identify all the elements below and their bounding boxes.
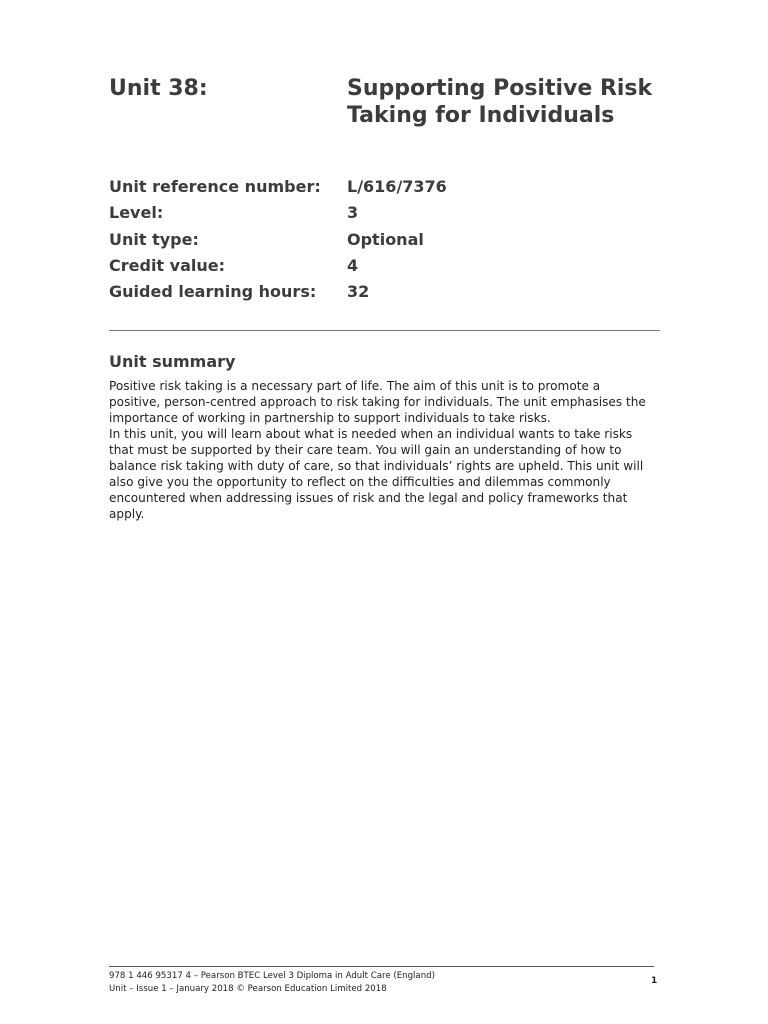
info-value: 32 — [347, 282, 370, 302]
info-label: Unit type: — [109, 229, 199, 249]
footer-divider — [109, 966, 654, 967]
info-value: 4 — [347, 255, 359, 275]
section-divider — [109, 330, 660, 331]
footer-text — [109, 970, 435, 996]
info-value: L/616/7376 — [347, 177, 447, 196]
unit-number: Unit 38: — [109, 76, 208, 101]
page-number: 1 — [651, 976, 658, 986]
info-row-level — [109, 202, 447, 228]
summary-paragraph: Positive risk taking is a necessary part of life. The aim of this unit is to promote a positive, person-centred approach to risk taking for individuals. The unit emphasises the importance of working in partnership to support individuals to take risks. — [109, 379, 646, 425]
footer-line-1: 978 1 446 95317 4 – Pearson BTEC Level 3 Diploma in Adult Care (England) — [109, 971, 435, 981]
info-label: Credit value: — [109, 255, 225, 275]
unit-title: Supporting Positive Risk Taking for Individuals — [347, 76, 653, 128]
info-label: Unit reference number: — [109, 177, 321, 196]
info-value: 3 — [347, 203, 359, 223]
info-row-reference — [109, 176, 447, 202]
footer-line-2: Unit – Issue 1 – January 2018 © Pearson Education Limited 2018 — [109, 984, 387, 994]
info-row-credit-value — [109, 255, 447, 281]
info-row-guided-hours — [109, 281, 447, 307]
info-row-unit-type — [109, 229, 447, 255]
unit-info-table — [109, 176, 447, 307]
info-value: Optional — [347, 229, 424, 249]
info-label: Level: — [109, 203, 164, 223]
summary-heading: Unit summary — [109, 352, 236, 371]
summary-body — [109, 378, 654, 522]
info-label: Guided learning hours: — [109, 282, 317, 302]
summary-paragraph: In this unit, you will learn about what is needed when an individual wants to take risks that must be supported by their care team. You will gain an understanding of how to balance risk taking with duty of care, so that individuals’ rights are upheld. This unit will also give you the opportunity to reflect on the difficulties and dilemmas commonly encountered when addressing issues of risk and the legal and policy frameworks that apply. — [109, 427, 644, 521]
